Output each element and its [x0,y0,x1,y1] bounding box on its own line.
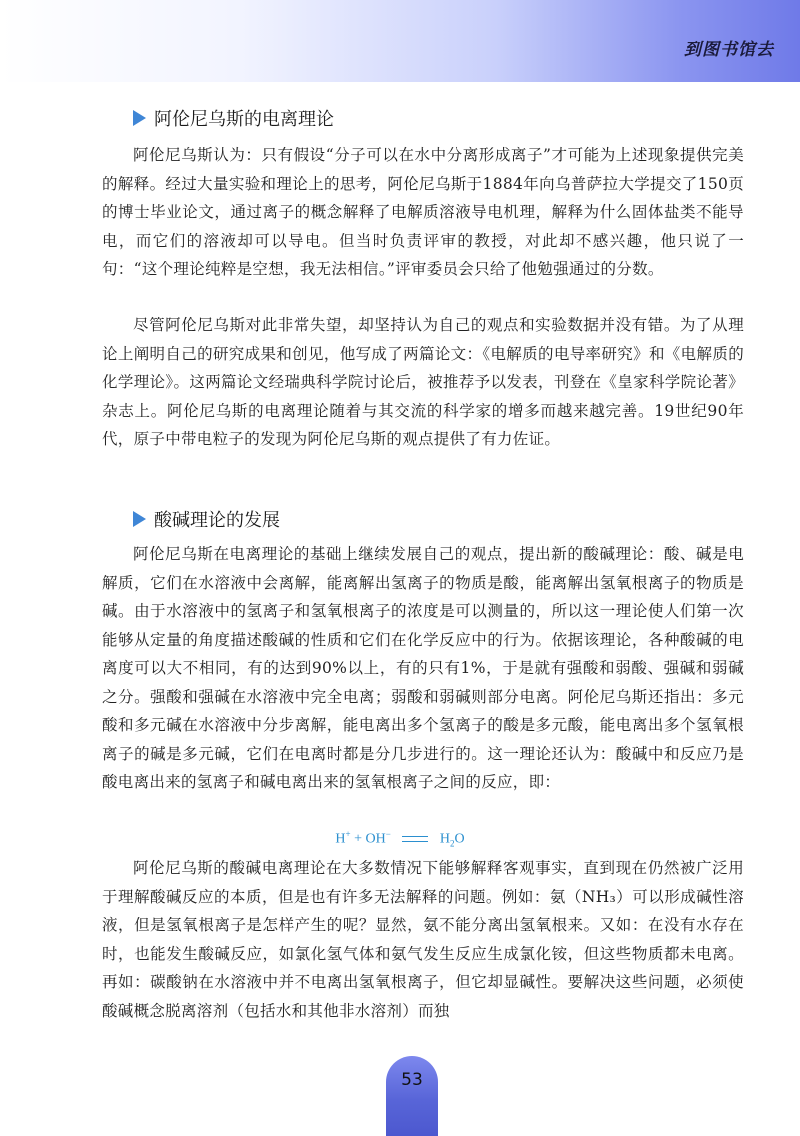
paragraph: 阿伦尼乌斯在电离理论的基础上继续发展自己的观点，提出新的酸碱理论：酸、碱是电解质，它们在水溶液中会离解，能离解出氢离子的物质是酸，能离解出氢氧根离子的物质是碱。由于水溶液中的氢离子和氢氧根离子的浓度是可以测量的，所以这一理论使人们第一次能够从定量的角度描述酸碱的性质和它们在化学反应中的行为。依据该理论，各种酸碱的电离度可以大不相同，有的达到90%以上，有的只有1%，于是就有强酸和弱酸、强碱和弱碱之分。强酸和强碱在水溶液中完全电离；弱酸和弱碱则部分电离。阿伦尼乌斯还指出：多元酸和多元碱在水溶液中分步离解，能电离出多个氢离子的酸是多元酸，能电离出多个氢氧根离子的碱是多元碱，它们在电离时都是分几步进行的。这一理论还认为：酸碱中和反应乃是酸电离出来的氢离子和碱电离出来的氢氧根离子之间的反应，即： [102,545,744,791]
paragraph: 尽管阿伦尼乌斯对此非常失望，却坚持认为自己的观点和实验数据并没有错。为了从理论上阐明自己的研究成果和创见，他写成了两篇论文：《电解质的电导率研究》和《电解质的化学理论》。这两篇论文经瑞典科学院讨论后，被推荐予以发表，刊登在《皇家科学院论著》杂志上。阿伦尼乌斯的电离理论随着与其交流的科学家的增多而越来越完善。19世纪90年代，原子中带电粒子的发现为阿伦尼乌斯的观点提供了有力佐证。 [102,316,744,448]
equation-water-o: O [454,831,465,847]
header-banner [0,0,800,82]
section-title: 阿伦尼乌斯的电离理论 [154,109,334,130]
equilibrium-sign [402,836,428,842]
equation-water-h: H [439,831,450,847]
equation-h-charge: + [345,829,351,839]
page-number: 53 [401,1070,423,1090]
equation-water-sub: 2 [449,838,455,849]
triangle-bullet-icon [133,110,146,126]
neutralization-equation [0,829,800,848]
equation-oh: OH [365,831,386,847]
equation-h: H [335,831,346,847]
paragraph: 阿伦尼乌斯的酸碱电离理论在大多数情况下能够解释客观事实，直到现在仍然被广泛用于理解酸碱反应的本质，但是也有许多无法解释的问题。例如：氨（NH₃）可以形成碱性溶液，但是氢氧根离子是怎样产生的呢？显然，氨不能分离出氢氧根来。又如：在没有水存在时，也能发生酸碱反应，如氯化氢气体和氨气发生反应生成氯化铵，但这些物质都未电离。再如：碳酸钠在水溶液中并不电离出氢氧根离子，但它却显碱性。要解决这些问题，必须使酸碱概念脱离溶剂（包括水和其他非水溶剂）而独 [102,859,744,1020]
section-title: 酸碱理论的发展 [154,510,280,531]
section-heading-acid-base [133,504,280,534]
section-heading-ionization [133,103,334,133]
paragraph: 阿伦尼乌斯认为：只有假设“分子可以在水中分离形成离子”才可能为上述现象提供完美的解释。经过大量实验和理论上的思考，阿伦尼乌斯于1884年向乌普萨拉大学提交了150页的博士毕业论文，通过离子的概念解释了电解质溶液导电机理，解释为什么固体盐类不能导电，而它们的溶液却可以导电。但当时负责评审的教授，对此却不感兴趣，他只说了一句：“这个理论纯粹是空想，我无法相信。”评审委员会只给了他勉强通过的分数。 [102,146,744,278]
equation-plus: + [354,831,363,847]
header-title: 到图书馆去 [684,40,774,60]
page-number-tab [386,1056,438,1136]
equation-oh-charge: − [385,829,391,839]
triangle-bullet-icon [133,511,146,527]
